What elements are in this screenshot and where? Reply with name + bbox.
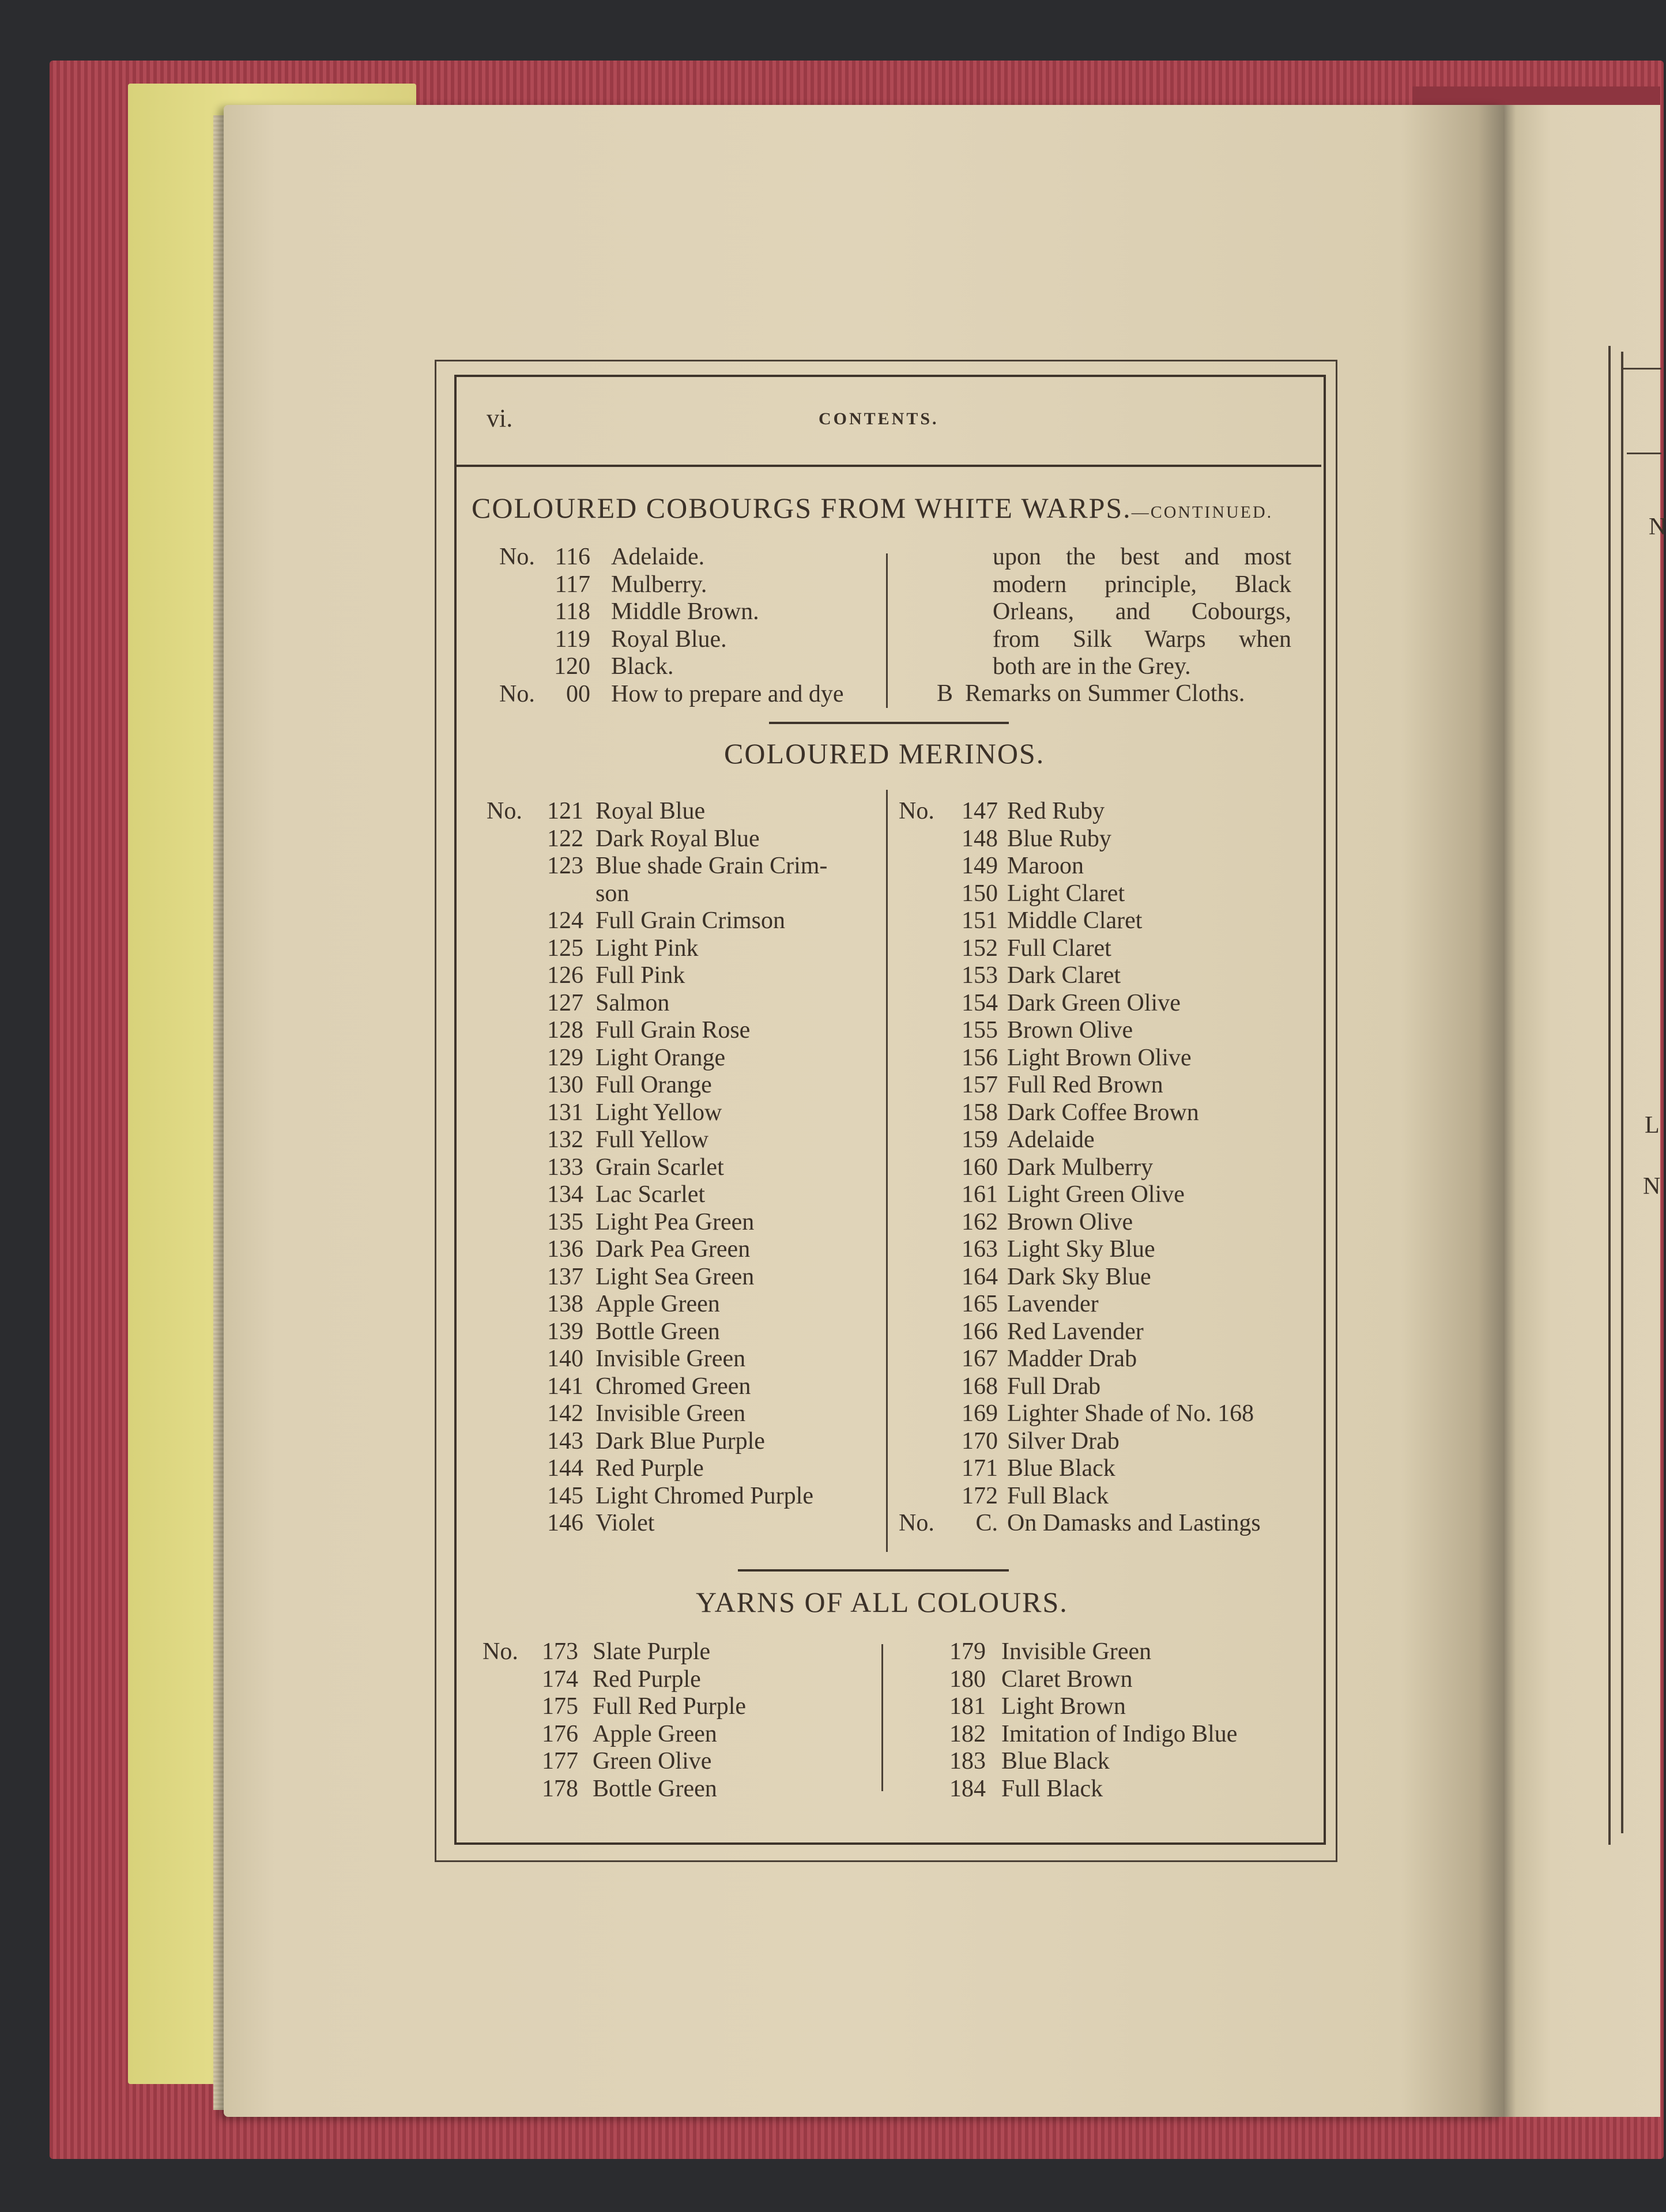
- section-rule: [738, 1569, 1009, 1572]
- list-item: [487, 1017, 884, 1045]
- text-line: Orleans, and Cobourgs,: [993, 598, 1291, 625]
- section-heading-cobourgs: [472, 491, 1273, 525]
- item-name: Dark Royal Blue: [595, 825, 760, 852]
- item-name: Dark Claret: [1007, 962, 1121, 989]
- item-number: 147: [962, 798, 998, 824]
- item-number: 169: [962, 1400, 998, 1427]
- item-number: 164: [962, 1263, 998, 1290]
- list-item: [487, 935, 884, 963]
- list-item: [483, 1693, 880, 1721]
- item-name: Royal Blue.: [611, 625, 727, 653]
- item-name: Full Black: [1007, 1482, 1109, 1509]
- item-name: Full Orange: [595, 1072, 712, 1098]
- list-item: [899, 1099, 1320, 1127]
- item-name: Light Sky Blue: [1007, 1236, 1155, 1263]
- item-name: Dark Mulberry: [1007, 1154, 1154, 1181]
- item-name: Salmon: [595, 989, 670, 1016]
- item-number: 182: [949, 1720, 986, 1747]
- list-item: [899, 1209, 1320, 1237]
- item-name: Blue Black: [1001, 1748, 1110, 1774]
- item-name: On Damasks and Lastings: [1007, 1510, 1261, 1536]
- item-number: 173: [542, 1638, 578, 1665]
- list-item: [899, 1017, 1320, 1045]
- item-name: son: [595, 880, 630, 907]
- item-number: 167: [962, 1346, 998, 1372]
- item-name: Lavender: [1007, 1291, 1099, 1317]
- item-number: 117: [555, 571, 590, 598]
- list-item: [483, 1638, 880, 1666]
- item-name: Light Sea Green: [595, 1263, 755, 1290]
- page-number: vi.: [487, 404, 513, 432]
- item-number: 148: [962, 825, 998, 852]
- item-number: 123: [547, 853, 583, 879]
- list-item: [499, 544, 880, 571]
- item-number: 181: [949, 1693, 986, 1720]
- item-number: 133: [547, 1154, 583, 1181]
- item-number: 143: [547, 1427, 583, 1454]
- list-item: [899, 990, 1320, 1018]
- item-number: 136: [547, 1236, 583, 1263]
- item-name: Slate Purple: [593, 1638, 711, 1665]
- item-number: 184: [949, 1775, 986, 1802]
- item-number: 144: [547, 1455, 583, 1482]
- item-name: Invisible Green: [595, 1346, 746, 1372]
- item-name: Full Pink: [595, 962, 685, 989]
- item-number: 124: [547, 907, 583, 934]
- list-item: [899, 1428, 1320, 1456]
- item-number: 160: [962, 1154, 998, 1181]
- item-number: 150: [962, 880, 998, 907]
- item-prefix: No.: [487, 798, 522, 824]
- item-name: Light Brown: [1001, 1693, 1126, 1720]
- item-name: Brown Olive: [1007, 1208, 1133, 1235]
- item-number: 183: [949, 1748, 986, 1774]
- item-name: Light Yellow: [595, 1099, 722, 1126]
- item-number: 131: [547, 1099, 583, 1126]
- list-item: [487, 1264, 884, 1291]
- facing-text-fragment: L: [1645, 1112, 1660, 1139]
- item-number: 145: [547, 1482, 583, 1509]
- list-item: [899, 935, 1320, 963]
- item-name: Full Drab: [1007, 1373, 1101, 1400]
- item-name: Blue Ruby: [1007, 825, 1111, 852]
- item-name: Red Purple: [593, 1665, 701, 1693]
- item-number: 00: [566, 680, 590, 707]
- item-number: 175: [542, 1693, 578, 1720]
- item-number: 176: [542, 1720, 578, 1747]
- item-number: 139: [547, 1318, 583, 1345]
- item-number: 151: [962, 907, 998, 934]
- item-number: 149: [962, 853, 998, 879]
- list-item: [499, 681, 880, 709]
- item-name: Invisible Green: [595, 1400, 746, 1427]
- facing-frame-inner: [1621, 352, 1623, 1833]
- item-name: Adelaide.: [611, 544, 705, 570]
- item-number: 177: [542, 1748, 578, 1774]
- list-item: [899, 1373, 1320, 1401]
- facing-rule: [1627, 453, 1661, 454]
- item-name: Bottle Green: [595, 1318, 720, 1345]
- facing-frame-outer: [1608, 346, 1611, 1845]
- item-name: Full Black: [1001, 1775, 1103, 1802]
- item-number: 119: [555, 625, 590, 653]
- list-item: [487, 1154, 884, 1182]
- item-name: Light Brown Olive: [1007, 1044, 1192, 1071]
- item-number: 126: [547, 962, 583, 989]
- list-item: [487, 1510, 884, 1538]
- list-item: [487, 798, 884, 826]
- facing-page: [1503, 105, 1660, 2117]
- list-item: [487, 1126, 884, 1154]
- list-item: [899, 907, 1320, 935]
- item-number: 161: [962, 1181, 998, 1208]
- item-name: Silver Drab: [1007, 1427, 1120, 1454]
- item-name: Invisible Green: [1001, 1638, 1152, 1665]
- list-item: [487, 1318, 884, 1346]
- item-name: Bottle Green: [593, 1775, 717, 1802]
- list-item: [899, 853, 1320, 880]
- item-prefix: No.: [499, 544, 535, 570]
- item-name: Full Grain Rose: [595, 1017, 751, 1043]
- item-name: Light Claret: [1007, 880, 1125, 907]
- item-number: 170: [962, 1427, 998, 1454]
- header-rule: [457, 465, 1321, 467]
- cobourgs-left-column: [499, 544, 880, 708]
- item-number: 163: [962, 1236, 998, 1263]
- item-number: 142: [547, 1400, 583, 1427]
- item-name: Dark Blue Purple: [595, 1427, 765, 1454]
- item-number: 127: [547, 989, 583, 1016]
- item-name: Grain Scarlet: [595, 1154, 724, 1181]
- item-number: 122: [547, 825, 583, 852]
- item-name: Dark Green Olive: [1007, 989, 1181, 1016]
- list-item: [487, 962, 884, 990]
- item-name: Claret Brown: [1001, 1665, 1133, 1693]
- list-item: [937, 680, 1245, 708]
- list-item: [487, 1209, 884, 1237]
- item-name: Blue shade Grain Crim-: [595, 853, 828, 879]
- item-number: 159: [962, 1126, 998, 1153]
- item-name: Red Purple: [595, 1455, 704, 1482]
- item-number: 178: [542, 1775, 578, 1802]
- list-item: [487, 990, 884, 1018]
- item-number: 172: [962, 1482, 998, 1509]
- list-item: [899, 1510, 1320, 1538]
- item-number: 171: [962, 1455, 998, 1482]
- item-name: Lighter Shade of No. 168: [1007, 1400, 1254, 1427]
- cobourgs-right-column: [993, 544, 1291, 681]
- text-line: from Silk Warps when: [993, 625, 1291, 653]
- item-name: Full Grain Crimson: [595, 907, 786, 934]
- item-number: 118: [555, 598, 590, 625]
- item-prefix: No.: [899, 1510, 934, 1536]
- list-item: [899, 1045, 1320, 1072]
- item-number: 121: [547, 798, 583, 824]
- item-name: Light Green Olive: [1007, 1181, 1185, 1208]
- list-item: [487, 1428, 884, 1456]
- list-item: [487, 1072, 884, 1099]
- list-item: [899, 1236, 1320, 1264]
- list-item: [899, 962, 1320, 990]
- heading-text: COLOURED COBOURGS FROM WHITE WARPS.: [472, 492, 1132, 524]
- item-number: 135: [547, 1208, 583, 1235]
- item-prefix: No.: [899, 798, 934, 824]
- list-item: [487, 1373, 884, 1401]
- section-heading-merinos: COLOURED MERINOS.: [724, 737, 1045, 770]
- list-item: [899, 1154, 1320, 1182]
- item-number: 158: [962, 1099, 998, 1126]
- item-name: Adelaide: [1007, 1126, 1095, 1153]
- list-item: [899, 1483, 1320, 1510]
- list-item: [899, 1072, 1320, 1099]
- list-item: [499, 653, 880, 681]
- list-item: [499, 626, 880, 654]
- list-item: [899, 1776, 1320, 1803]
- list-item: [483, 1721, 880, 1749]
- item-number: 132: [547, 1126, 583, 1153]
- item-number: 116: [555, 544, 590, 570]
- list-item: [899, 1455, 1320, 1483]
- list-item: [899, 1748, 1320, 1776]
- list-item: [483, 1748, 880, 1776]
- item-prefix: No.: [483, 1638, 518, 1665]
- item-name: Dark Pea Green: [595, 1236, 751, 1263]
- item-name: Full Red Brown: [1007, 1072, 1163, 1098]
- item-number: 157: [962, 1072, 998, 1098]
- item-number: 154: [962, 989, 998, 1016]
- list-item: [487, 826, 884, 853]
- list-item: [487, 1483, 884, 1510]
- item-name: Blue Black: [1007, 1455, 1115, 1482]
- item-name: Red Ruby: [1007, 798, 1105, 824]
- item-number: 156: [962, 1044, 998, 1071]
- list-item: [899, 1181, 1320, 1209]
- list-item: [899, 1666, 1320, 1694]
- yarns-right-column: [899, 1638, 1320, 1803]
- item-number: 165: [962, 1291, 998, 1317]
- item-number: 155: [962, 1017, 998, 1043]
- list-item: [487, 1236, 884, 1264]
- list-item: [899, 1400, 1320, 1428]
- item-letter: B: [937, 680, 953, 707]
- item-name: Violet: [595, 1510, 655, 1536]
- column-divider: [881, 1644, 883, 1791]
- item-name: Apple Green: [595, 1291, 720, 1317]
- item-number: 138: [547, 1291, 583, 1317]
- item-number: 153: [962, 962, 998, 989]
- item-number: 129: [547, 1044, 583, 1071]
- list-item: [899, 1291, 1320, 1318]
- item-number: 166: [962, 1318, 998, 1345]
- item-name: Light Pink: [595, 934, 699, 962]
- item-name: Full Red Purple: [593, 1693, 747, 1720]
- text-line: both are in the Grey.: [993, 653, 1191, 680]
- merinos-left-column: [487, 798, 884, 1538]
- list-item: [899, 880, 1320, 908]
- merinos-right-column: [899, 798, 1320, 1538]
- item-number: 128: [547, 1017, 583, 1043]
- item-number: 120: [554, 653, 590, 680]
- item-name: Dark Sky Blue: [1007, 1263, 1151, 1290]
- list-item: [899, 1346, 1320, 1373]
- item-name: Green Olive: [593, 1748, 712, 1774]
- item-name: Dark Coffee Brown: [1007, 1099, 1199, 1126]
- item-name: Maroon: [1007, 853, 1084, 879]
- item-name: Light Chromed Purple: [595, 1482, 813, 1509]
- section-heading-yarns: YARNS OF ALL COLOURS.: [696, 1586, 1068, 1618]
- list-item: [487, 1291, 884, 1318]
- list-item: [899, 1318, 1320, 1346]
- item-name: How to prepare and dye: [611, 680, 844, 707]
- list-item: [487, 1181, 884, 1209]
- item-name: Imitation of Indigo Blue: [1001, 1720, 1238, 1747]
- list-item: [899, 826, 1320, 853]
- item-name: Middle Claret: [1007, 907, 1143, 934]
- item-number: 174: [542, 1665, 578, 1693]
- list-item: [899, 1638, 1320, 1666]
- item-number: 168: [962, 1373, 998, 1400]
- list-item: [499, 571, 880, 599]
- list-item: [487, 1045, 884, 1072]
- item-number: 130: [547, 1072, 583, 1098]
- item-name: Full Claret: [1007, 934, 1111, 962]
- list-item: [487, 1455, 884, 1483]
- item-name: Remarks on Summer Cloths.: [965, 680, 1245, 707]
- list-item: [487, 1400, 884, 1428]
- section-rule: [769, 722, 1009, 724]
- list-item: [499, 598, 880, 626]
- item-name: Middle Brown.: [611, 598, 759, 625]
- text-line: upon the best and most: [993, 544, 1291, 570]
- item-number: C.: [975, 1510, 998, 1536]
- list-item: [487, 907, 884, 935]
- yarns-left-column: [483, 1638, 880, 1803]
- list-item: [899, 1721, 1320, 1749]
- item-number: 141: [547, 1373, 583, 1400]
- item-number: 134: [547, 1181, 583, 1208]
- running-title: CONTENTS.: [819, 409, 939, 428]
- list-item: [483, 1666, 880, 1694]
- item-number: 137: [547, 1263, 583, 1290]
- item-name: Full Yellow: [595, 1126, 709, 1153]
- item-name: Royal Blue: [595, 798, 706, 824]
- list-item: [487, 1099, 884, 1127]
- list-item: [899, 1126, 1320, 1154]
- facing-rule: [1621, 368, 1661, 370]
- item-name: Red Lavender: [1007, 1318, 1144, 1345]
- item-number: 179: [949, 1638, 986, 1665]
- item-name: Mulberry.: [611, 571, 707, 598]
- item-number: 140: [547, 1346, 583, 1372]
- list-item: [487, 853, 884, 880]
- list-item: [483, 1776, 880, 1803]
- column-divider: [886, 790, 888, 1552]
- list-item: [899, 1693, 1320, 1721]
- list-item: [899, 798, 1320, 826]
- item-name: Light Orange: [595, 1044, 726, 1071]
- list-item: [487, 1346, 884, 1373]
- list-item: [487, 880, 884, 908]
- facing-text-fragment: N: [1649, 514, 1666, 540]
- item-name: Black.: [611, 653, 674, 680]
- item-name: Lac Scarlet: [595, 1181, 706, 1208]
- text-line: modern principle, Black: [993, 571, 1291, 598]
- item-number: 152: [962, 934, 998, 962]
- item-name: Apple Green: [593, 1720, 717, 1747]
- item-number: 162: [962, 1208, 998, 1235]
- item-number: 146: [547, 1510, 583, 1536]
- item-name: Light Pea Green: [595, 1208, 755, 1235]
- item-number: 180: [949, 1665, 986, 1693]
- facing-text-fragment: N: [1643, 1173, 1661, 1200]
- list-item: [899, 1264, 1320, 1291]
- item-prefix: No.: [499, 680, 535, 707]
- item-name: Madder Drab: [1007, 1346, 1137, 1372]
- item-name: Brown Olive: [1007, 1017, 1133, 1043]
- heading-suffix: —CONTINUED.: [1131, 503, 1273, 522]
- item-name: Chromed Green: [595, 1373, 751, 1400]
- item-number: 125: [547, 934, 583, 962]
- column-divider: [886, 553, 888, 708]
